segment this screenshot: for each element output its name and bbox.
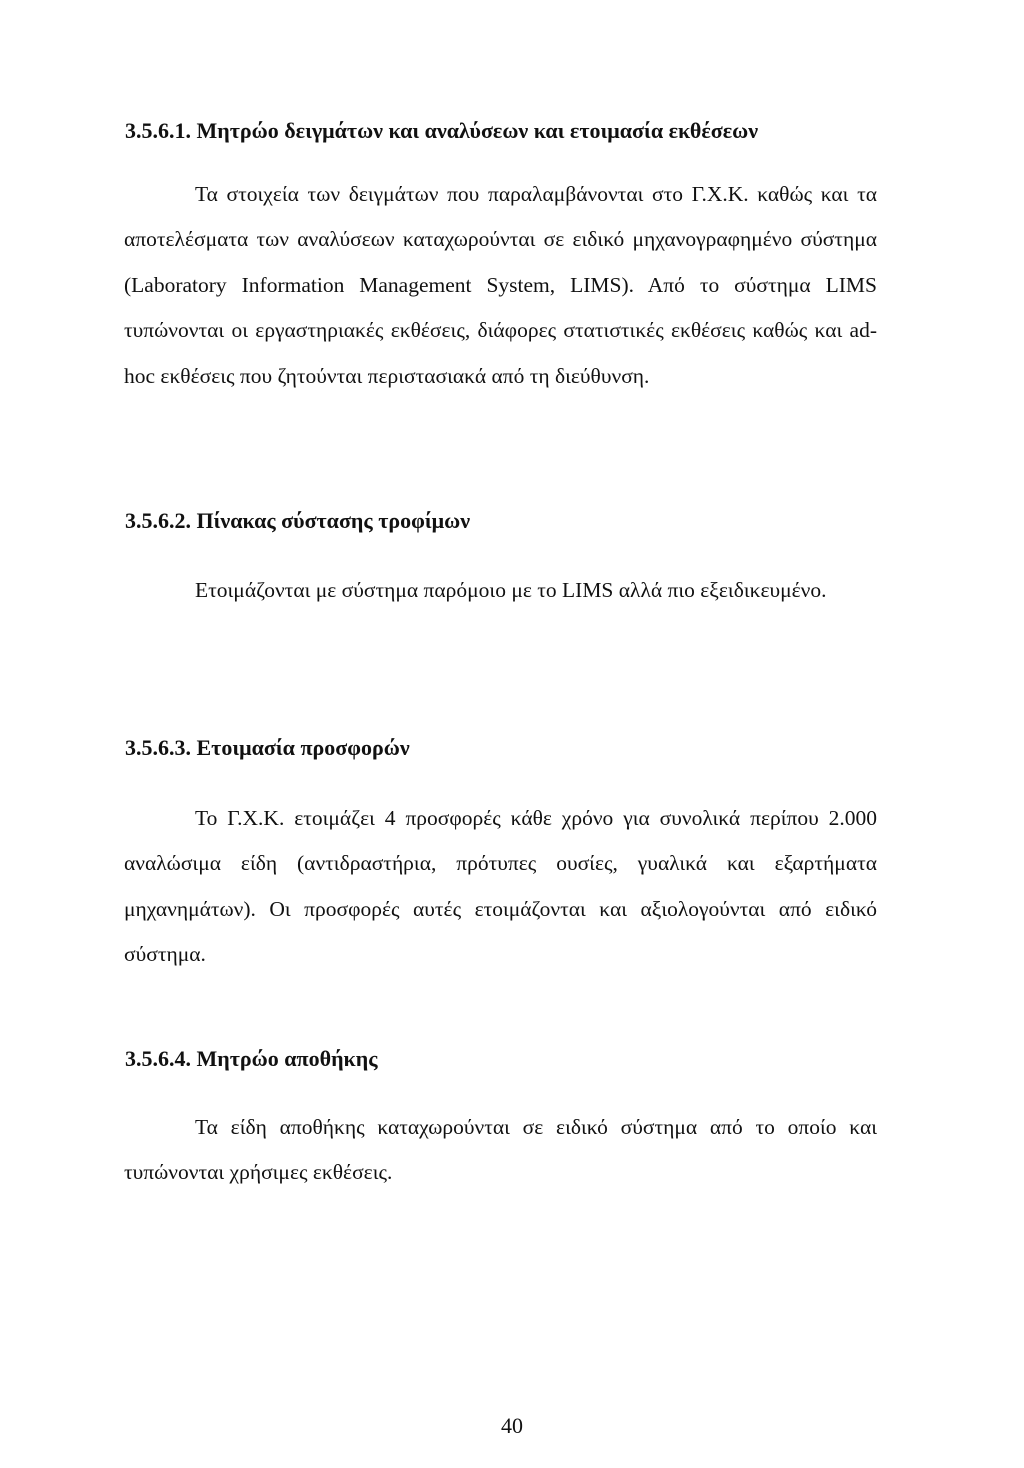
section-paragraph-3-5-6-4: Τα είδη αποθήκης καταχωρούνται σε ειδικό σύστημα από το οποίο και τυπώνονται χρήσιμες εκθέσεις. bbox=[124, 1115, 877, 1185]
section-heading-3-5-6-3: 3.5.6.3. Ετοιμασία προσφορών bbox=[125, 735, 410, 760]
section-paragraph-3-5-6-3: Το Γ.Χ.Κ. ετοιμάζει 4 προσφορές κάθε χρόνο για συνολικά περίπου 2.000 αναλώσιμα είδη (αντιδραστήρια, πρότυπες ουσίες, γυαλικά και εξαρτήματα μηχανημάτων). Οι προσφορές αυτές ετοιμάζονται και αξιολογούνται από ειδικό σύστημα. bbox=[124, 806, 877, 967]
section-heading-3-5-6-1: 3.5.6.1. Μητρώο δειγμάτων και αναλύσεων και ετοιμασία εκθέσεων bbox=[125, 118, 759, 143]
section-paragraph-3-5-6-2: Ετοιμάζονται με σύστημα παρόμοιο με το LIMS αλλά πιο εξειδικευμένο. bbox=[195, 578, 827, 602]
section-heading-3-5-6-2: 3.5.6.2. Πίνακας σύστασης τροφίμων bbox=[125, 508, 471, 533]
section-paragraph-3-5-6-1: Τα στοιχεία των δειγμάτων που παραλαμβάνονται στο Γ.Χ.Κ. καθώς και τα αποτελέσματα των αναλύσεων καταχωρούνται σε ειδικό μηχανογραφημένο σύστημα (Laboratory Information Management System, LIMS). Από το σύστημα LIMS τυπώνονται οι εργαστηριακές εκθέσεις, διάφορες στατιστικές εκθέσεις καθώς και ad-hoc εκθέσεις που ζητούνται περιστασιακά από τη διεύθυνση. bbox=[124, 182, 877, 388]
section-heading-3-5-6-4: 3.5.6.4. Μητρώο αποθήκης bbox=[125, 1046, 378, 1071]
page-number: 40 bbox=[501, 1413, 523, 1438]
